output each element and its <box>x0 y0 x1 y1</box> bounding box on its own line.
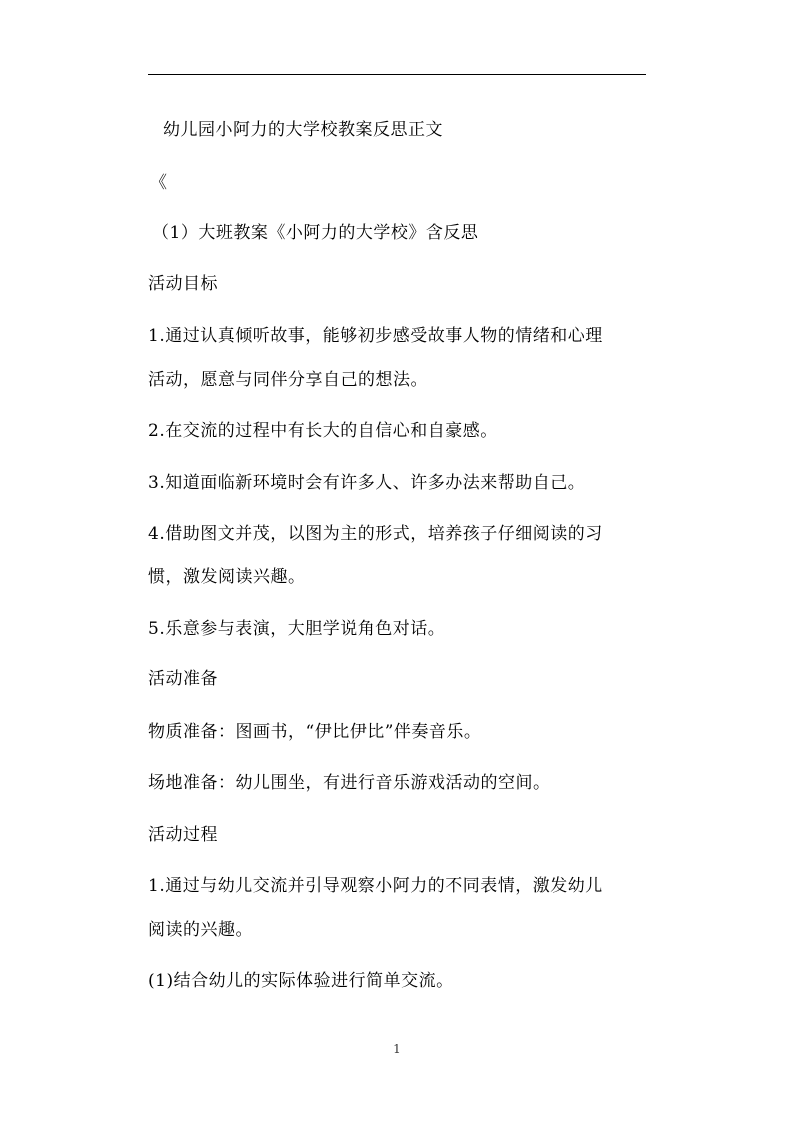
goal-4-line-2: 惯，激发阅读兴趣。 <box>148 567 306 587</box>
section-heading-goals: 活动目标 <box>148 274 218 294</box>
goal-1-line-1: 1.通过认真倾听故事，能够初步感受故事人物的情绪和心理 <box>148 326 603 346</box>
opening-bracket: 《 <box>150 173 168 193</box>
goal-3: 3.知道面临新环境时会有许多人、许多办法来帮助自己。 <box>148 473 586 493</box>
section-heading-preparation: 活动准备 <box>148 669 218 689</box>
goal-5: 5.乐意参与表演，大胆学说角色对话。 <box>148 619 446 639</box>
goal-4-line-1: 4.借助图文并茂，以图为主的形式，培养孩子仔细阅读的习 <box>148 524 603 544</box>
goal-1-line-2: 活动，愿意与同伴分享自己的想法。 <box>148 370 428 390</box>
prep-venue: 场地准备：幼儿围坐，有进行音乐游戏活动的空间。 <box>148 773 551 793</box>
goal-2: 2.在交流的过程中有长大的自信心和自豪感。 <box>148 421 498 441</box>
step-1-line-2: 阅读的兴趣。 <box>148 920 253 940</box>
prep-material: 物质准备：图画书，“伊比伊比”伴奏音乐。 <box>148 722 482 742</box>
header-rule <box>148 74 646 75</box>
step-1-sub: (1)结合幼儿的实际体验进行简单交流。 <box>148 971 454 991</box>
document-title: 幼儿园小阿力的大学校教案反思正文 <box>163 120 443 140</box>
section-heading-process: 活动过程 <box>148 825 218 845</box>
page-number: 1 <box>393 1042 401 1056</box>
step-1-line-1: 1.通过与幼儿交流并引导观察小阿力的不同表情，激发幼儿 <box>148 876 603 896</box>
document-subtitle: （1）大班教案《小阿力的大学校》含反思 <box>152 223 479 243</box>
